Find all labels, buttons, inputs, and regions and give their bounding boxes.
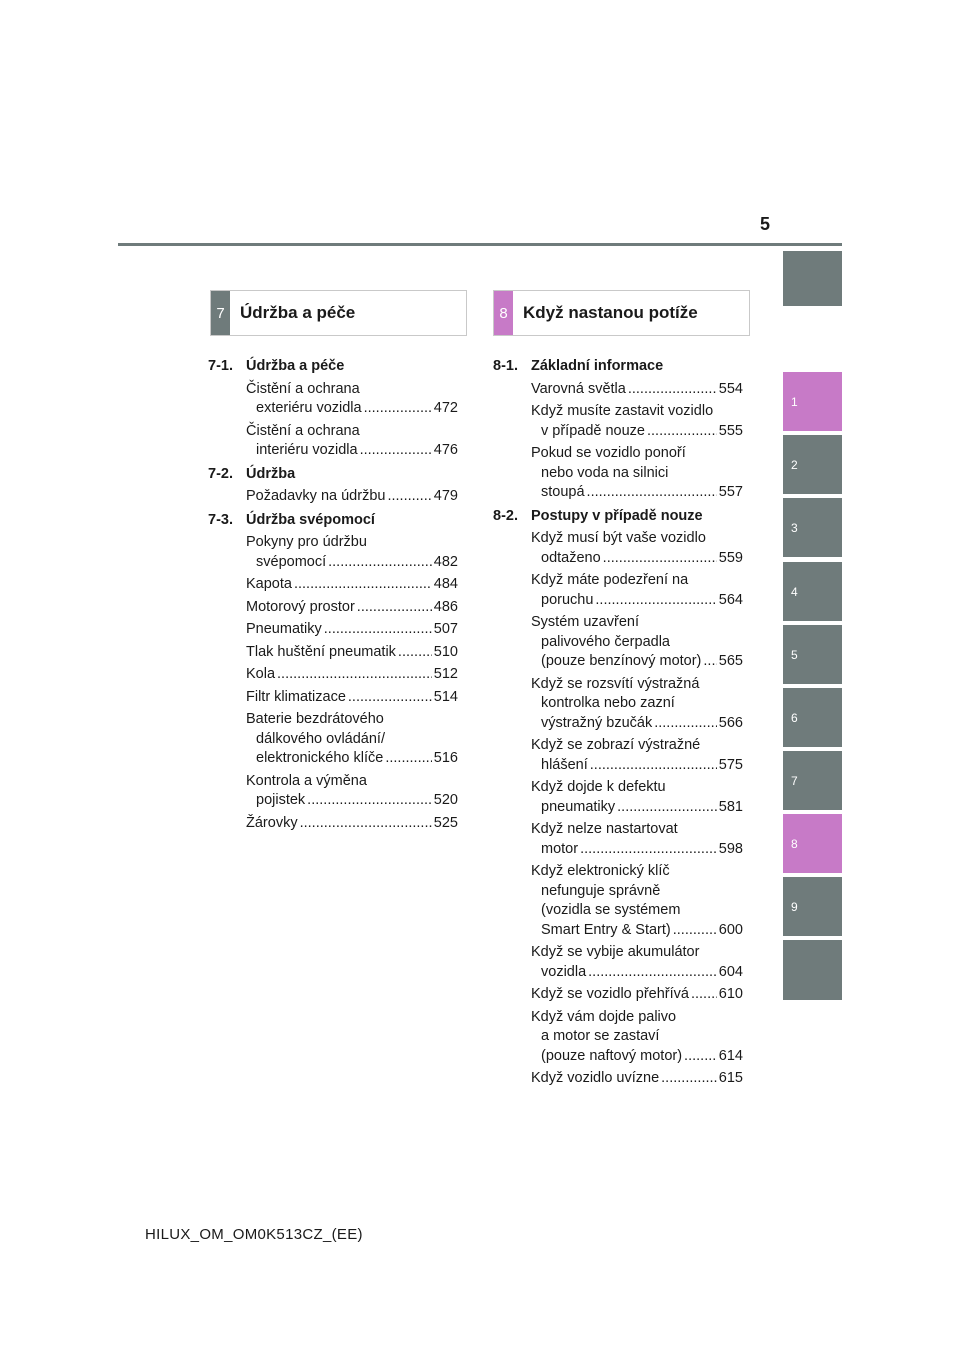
entry-text: Filtr klimatizace bbox=[246, 688, 346, 705]
chapter-number: 7 bbox=[211, 291, 230, 335]
toc-entry[interactable] bbox=[531, 571, 743, 610]
chapter-tab-blank[interactable] bbox=[783, 251, 842, 306]
entry-text: Když se vozidlo přehřívá bbox=[531, 986, 689, 1002]
entry-text: pneumatiky bbox=[541, 798, 616, 815]
section-title: Údržba bbox=[246, 465, 296, 482]
entry-text: nefunguje správně bbox=[541, 882, 661, 899]
entry-text: vozidla bbox=[541, 963, 587, 980]
chapter-tab-label: 7 bbox=[791, 773, 798, 788]
dot-leader bbox=[360, 441, 432, 461]
entry-text: motor bbox=[541, 840, 579, 857]
entry-text: exteriéru vozidla bbox=[256, 400, 362, 416]
dot-leader bbox=[580, 840, 717, 860]
chapter-tab-blank[interactable] bbox=[783, 940, 842, 1000]
dot-leader bbox=[617, 798, 717, 818]
toc-entry[interactable] bbox=[531, 1069, 743, 1089]
page-ref: 484 bbox=[433, 576, 458, 592]
dot-leader bbox=[348, 688, 432, 708]
section-heading[interactable] bbox=[208, 357, 470, 377]
entry-text: odtaženo bbox=[541, 549, 601, 566]
section-title: Základní informace bbox=[531, 358, 664, 374]
entry-text: Pneumatiky bbox=[246, 621, 322, 637]
chapter-title: Když nastanou potíže bbox=[523, 303, 698, 322]
chapter-tab-label: 1 bbox=[791, 394, 798, 409]
chapter-tab-6[interactable] bbox=[783, 688, 842, 747]
entry-text: Když musíte zastavit vozidlo bbox=[531, 403, 714, 419]
chapter-tab-2[interactable] bbox=[783, 435, 842, 494]
page-ref: 476 bbox=[433, 442, 458, 458]
page-ref: 554 bbox=[718, 380, 743, 397]
section-number: 7-1. bbox=[208, 358, 233, 374]
header-rule bbox=[118, 243, 842, 246]
chapter-tab-5[interactable] bbox=[783, 625, 842, 684]
entry-text: Smart Entry & Start) bbox=[541, 921, 671, 938]
section-title: Údržba svépomocí bbox=[246, 511, 375, 528]
toc-entry[interactable] bbox=[246, 688, 458, 708]
dot-leader bbox=[673, 921, 717, 941]
toc-entry[interactable] bbox=[531, 402, 743, 441]
toc-entry[interactable] bbox=[246, 814, 458, 834]
toc-entry[interactable] bbox=[531, 529, 743, 568]
toc-entry[interactable] bbox=[531, 613, 743, 672]
chapter-header-8 bbox=[493, 290, 750, 336]
page-ref: 507 bbox=[433, 621, 458, 637]
dot-leader bbox=[590, 756, 717, 776]
dot-leader bbox=[684, 1047, 717, 1067]
toc-entry[interactable] bbox=[531, 943, 743, 982]
chapter-number: 8 bbox=[494, 291, 513, 335]
entry-text: Kola bbox=[246, 666, 276, 682]
dot-leader bbox=[628, 380, 717, 400]
section-heading[interactable] bbox=[208, 465, 470, 485]
dot-leader bbox=[595, 591, 716, 611]
toc-column-chapter-8 bbox=[493, 353, 755, 1089]
entry-text: Kapota bbox=[246, 576, 292, 592]
entry-text: Kontrola a výměna bbox=[246, 772, 367, 789]
page-ref: 472 bbox=[433, 400, 458, 416]
dot-leader bbox=[703, 652, 716, 672]
entry-text: Když se zobrazí výstražné bbox=[531, 737, 701, 753]
section-number: 8-1. bbox=[493, 358, 518, 374]
page-ref: 520 bbox=[433, 792, 458, 808]
entry-text: nebo voda na silnici bbox=[541, 464, 669, 481]
page-ref: 516 bbox=[433, 750, 458, 766]
chapter-tab-4[interactable] bbox=[783, 562, 842, 621]
entry-text: kontrolka nebo zazní bbox=[541, 695, 675, 711]
page-ref: 514 bbox=[433, 688, 458, 705]
entry-text: (pouze naftový motor) bbox=[541, 1047, 683, 1064]
section-title: Údržba a péče bbox=[246, 358, 345, 374]
entry-text: Když musí být vaše vozidlo bbox=[531, 530, 706, 546]
page-ref: 604 bbox=[718, 963, 743, 980]
toc-entry[interactable] bbox=[531, 380, 743, 400]
chapter-tab-label: 9 bbox=[791, 899, 798, 914]
entry-text: Pokud se vozidlo ponoří bbox=[531, 445, 686, 461]
entry-text: Baterie bezdrátového bbox=[246, 711, 384, 727]
toc-entry[interactable] bbox=[246, 380, 458, 419]
chapter-tab-label: 8 bbox=[791, 836, 798, 851]
page-ref: 575 bbox=[718, 756, 743, 773]
section-number: 8-2. bbox=[493, 507, 518, 524]
entry-text: Čistění a ochrana bbox=[246, 380, 360, 397]
dot-leader bbox=[357, 598, 432, 618]
entry-text: elektronického klíče bbox=[256, 750, 384, 766]
toc-entry[interactable] bbox=[246, 620, 458, 640]
toc-entry[interactable] bbox=[246, 665, 458, 685]
toc-entry[interactable] bbox=[531, 444, 743, 503]
entry-text: Když se rozsvítí výstražná bbox=[531, 675, 700, 692]
page-ref: 525 bbox=[433, 814, 458, 831]
page-ref: 614 bbox=[718, 1047, 743, 1064]
section-number: 7-2. bbox=[208, 465, 233, 482]
page-ref: 564 bbox=[718, 591, 743, 608]
dot-leader bbox=[588, 963, 717, 983]
toc-entry[interactable] bbox=[531, 985, 743, 1005]
entry-text: Když máte podezření na bbox=[531, 572, 689, 588]
toc-entry[interactable] bbox=[246, 598, 458, 618]
section-number: 7-3. bbox=[208, 511, 233, 528]
entry-text: palivového čerpadla bbox=[541, 633, 670, 650]
entry-text: Systém uzavření bbox=[531, 614, 639, 630]
entry-text: Když vozidlo uvízne bbox=[531, 1070, 660, 1086]
page-ref: 581 bbox=[718, 798, 743, 815]
toc-entry[interactable] bbox=[246, 422, 458, 461]
page-ref: 555 bbox=[718, 422, 743, 439]
page-ref: 486 bbox=[433, 598, 458, 615]
entry-text: (pouze benzínový motor) bbox=[541, 653, 702, 669]
section-heading[interactable] bbox=[493, 507, 755, 527]
dot-leader bbox=[603, 549, 717, 569]
dot-leader bbox=[300, 814, 432, 834]
entry-text: (vozidla se systémem bbox=[541, 902, 681, 918]
page-ref: 510 bbox=[433, 643, 458, 660]
chapter-tab-7[interactable] bbox=[783, 751, 842, 810]
section-heading[interactable] bbox=[208, 511, 470, 531]
entry-text: Tlak huštění pneumatik bbox=[246, 643, 396, 660]
page-ref: 615 bbox=[718, 1070, 743, 1086]
page-ref: 482 bbox=[433, 553, 458, 570]
entry-text: hlášení bbox=[541, 756, 588, 773]
toc-entry[interactable] bbox=[531, 736, 743, 775]
dot-leader bbox=[647, 422, 717, 442]
entry-text: Když nelze nastartovat bbox=[531, 821, 678, 837]
dot-leader bbox=[661, 1069, 717, 1089]
dot-leader bbox=[307, 791, 432, 811]
dot-leader bbox=[691, 985, 717, 1005]
chapter-tab-label: 4 bbox=[791, 584, 798, 599]
page-ref: 600 bbox=[718, 921, 743, 938]
dot-leader bbox=[277, 665, 432, 685]
section-title: Postupy v případě nouze bbox=[531, 507, 703, 524]
entry-text: Když se vybije akumulátor bbox=[531, 944, 700, 960]
chapter-tab-1[interactable] bbox=[783, 372, 842, 431]
section-heading[interactable] bbox=[493, 357, 755, 377]
page-ref: 559 bbox=[718, 549, 743, 566]
toc-entry[interactable] bbox=[531, 862, 743, 940]
page-ref: 598 bbox=[718, 840, 743, 857]
entry-text: Když vám dojde palivo bbox=[531, 1008, 677, 1025]
dot-leader bbox=[364, 399, 432, 419]
entry-text: Požadavky na údržbu bbox=[246, 488, 386, 504]
toc-entry[interactable] bbox=[246, 487, 458, 507]
toc-entry[interactable] bbox=[246, 772, 458, 811]
entry-text: Motorový prostor bbox=[246, 598, 355, 615]
page-ref: 557 bbox=[718, 484, 743, 500]
toc-entry[interactable] bbox=[246, 643, 458, 663]
page-ref: 566 bbox=[718, 714, 743, 731]
dot-leader bbox=[324, 620, 432, 640]
document-code: HILUX_OM_OM0K513CZ_(EE) bbox=[145, 1226, 363, 1243]
entry-text: Čistění a ochrana bbox=[246, 422, 360, 439]
chapter-tab-3[interactable] bbox=[783, 498, 842, 557]
entry-text: a motor se zastaví bbox=[541, 1028, 660, 1044]
chapter-title: Údržba a péče bbox=[240, 303, 356, 322]
dot-leader bbox=[328, 553, 432, 573]
toc-entry[interactable] bbox=[531, 778, 743, 817]
entry-text: dálkového ovládání/ bbox=[256, 730, 385, 747]
dot-leader bbox=[654, 714, 717, 734]
chapter-tab-8[interactable] bbox=[783, 814, 842, 873]
entry-text: svépomocí bbox=[256, 553, 327, 570]
page-number: 5 bbox=[759, 214, 770, 234]
dot-leader bbox=[587, 483, 717, 503]
chapter-tab-label: 3 bbox=[791, 520, 798, 535]
entry-text: Když dojde k defektu bbox=[531, 779, 666, 795]
chapter-tab-9[interactable] bbox=[783, 877, 842, 936]
toc-column-chapter-7 bbox=[208, 353, 470, 833]
page-ref: 565 bbox=[718, 653, 743, 669]
entry-text: stoupá bbox=[541, 484, 585, 500]
entry-text: výstražný bzučák bbox=[541, 714, 653, 731]
page-ref: 610 bbox=[718, 986, 743, 1002]
entry-text: interiéru vozidla bbox=[256, 442, 358, 458]
chapter-header-7 bbox=[210, 290, 467, 336]
toc-entry[interactable] bbox=[531, 820, 743, 859]
entry-text: poruchu bbox=[541, 591, 594, 608]
toc-entry[interactable] bbox=[246, 710, 458, 769]
entry-text: Varovná světla bbox=[531, 380, 626, 397]
dot-leader bbox=[387, 487, 431, 507]
chapter-tab-label: 2 bbox=[791, 457, 798, 472]
toc-entry[interactable] bbox=[246, 533, 458, 572]
toc-entry[interactable] bbox=[531, 675, 743, 734]
dot-leader bbox=[385, 749, 431, 769]
entry-text: Když elektronický klíč bbox=[531, 863, 670, 879]
entry-text: v případě nouze bbox=[541, 422, 645, 439]
toc-entry[interactable] bbox=[531, 1008, 743, 1067]
chapter-tab-label: 6 bbox=[791, 710, 798, 725]
dot-leader bbox=[294, 575, 432, 595]
entry-text: pojistek bbox=[256, 792, 306, 808]
chapter-tab-label: 5 bbox=[791, 647, 798, 662]
entry-text: Pokyny pro údržbu bbox=[246, 534, 367, 550]
page-ref: 479 bbox=[433, 488, 458, 504]
dot-leader bbox=[398, 643, 432, 663]
toc-entry[interactable] bbox=[246, 575, 458, 595]
entry-text: Žárovky bbox=[246, 814, 298, 831]
page-ref: 512 bbox=[433, 666, 458, 682]
